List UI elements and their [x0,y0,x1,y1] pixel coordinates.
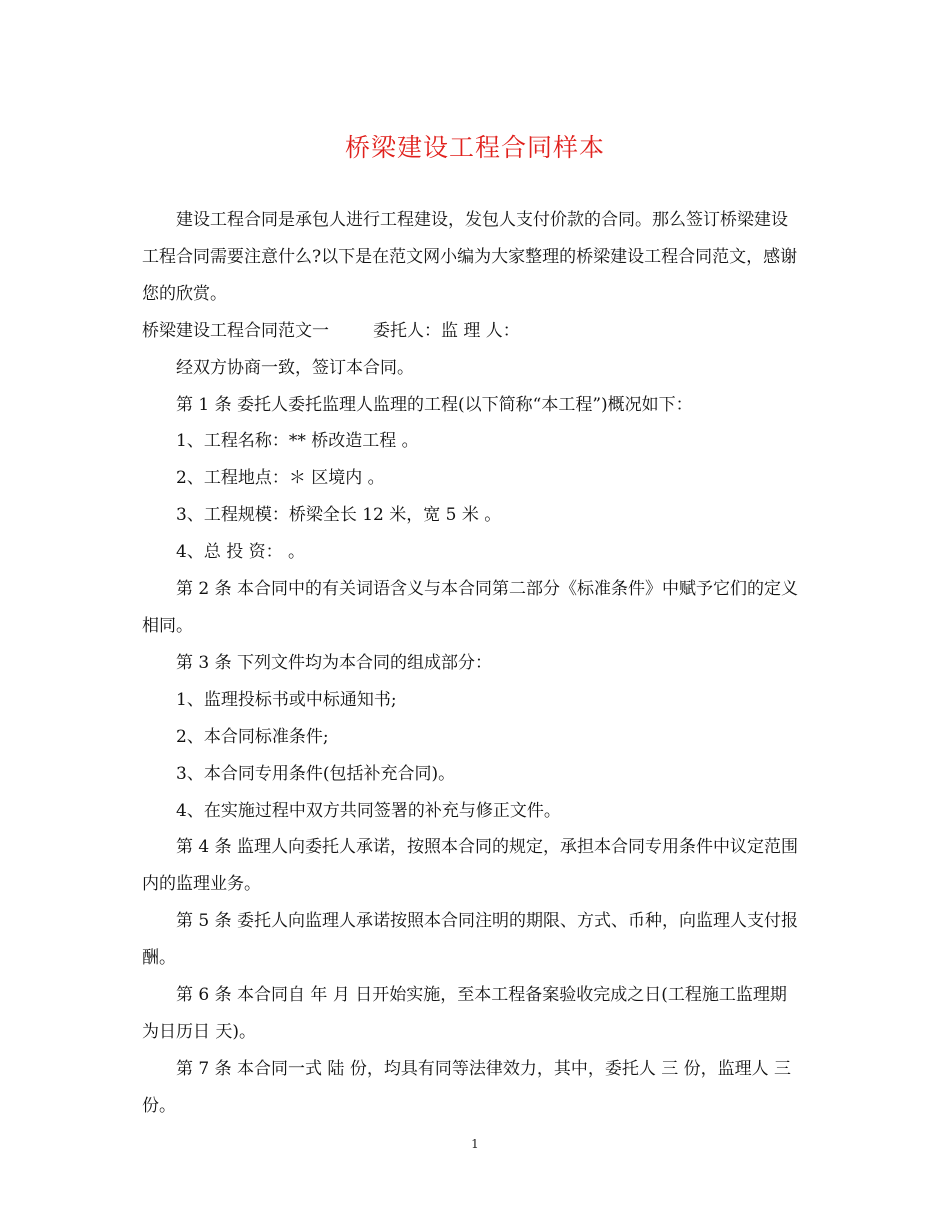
article-1-item: 1、工程名称：** 桥改造工程 。 [176,431,419,452]
page-number: 1 [471,1137,479,1151]
article-6: 第 6 条 本合同自 年 月 日开始实施，至本工程备案验收完成之日(工程施工监理期为日历日 天)。 [142,985,787,1042]
article-3-item: 4、在实施过程中双方共同签署的补充与修正文件。 [176,800,561,821]
intro-paragraph: 建设工程合同是承包人进行工程建设，发包人支付价款的合同。那么签订桥梁建设工程合同需要注意什么?以下是在范文网小编为大家整理的桥梁建设工程合同范文，感谢您的欣赏。 [142,210,798,304]
section-heading-line [142,313,802,350]
article-1-item: 2、工程地点：＊ 区境内 。 [176,468,385,489]
article-1-item: 4、总 投 资： 。 [176,542,306,563]
article-3-item: 2、本合同标准条件; [176,726,329,747]
document-title: 桥梁建设工程合同样本 [344,133,605,162]
article-2: 第 2 条 本合同中的有关词语含义与本合同第二部分《标准条件》中赋予它们的定义相同。 [142,579,799,636]
article-3: 第 3 条 下列文件均为本合同的组成部分： [176,652,493,673]
article-4: 第 4 条 监理人向委托人承诺，按照本合同的规定，承担本合同专用条件中议定范围内的监理业务。 [142,837,799,895]
article-5: 第 5 条 委托人向监理人承诺按照本合同注明的期限、方式、币种，向监理人支付报酬。 [142,911,799,969]
article-3-item: 3、本合同专用条件(包括补充合同)。 [176,763,456,784]
agreement-paragraph: 经双方协商一致，签订本合同。 [176,357,414,378]
parties-line: 委托人：监 理 人： [373,320,520,341]
article-3-item: 1、监理投标书或中标通知书; [176,689,397,710]
article-1-item: 3、工程规模：桥梁全长 12 米，宽 5 米 。 [176,505,502,526]
article-7: 第 7 条 本合同一式 陆 份，均具有同等法律效力，其中，委托人 三 份，监理人 三 份。 [142,1058,792,1116]
article-1: 第 1 条 委托人委托监理人监理的工程(以下简称“本工程”)概况如下： [176,394,693,415]
section-heading: 桥梁建设工程合同范文一 [142,320,329,341]
document-body [142,202,802,1125]
